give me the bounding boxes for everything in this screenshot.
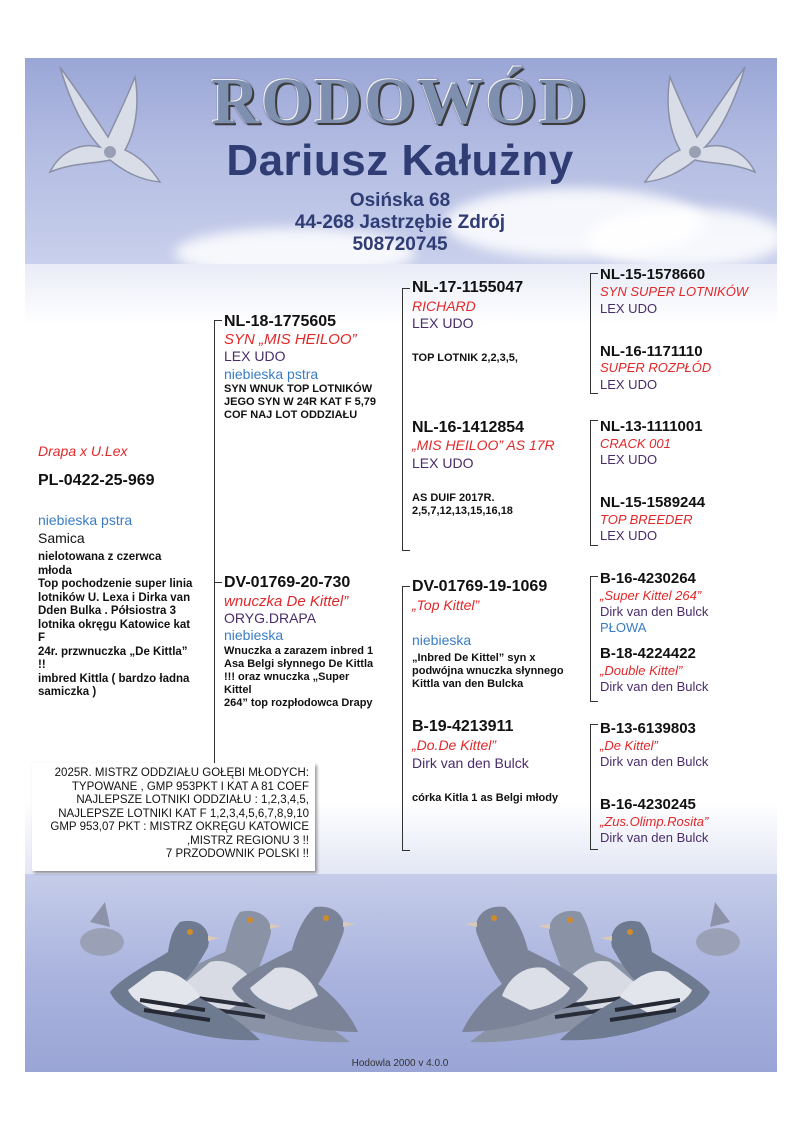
ggp-ring: NL-15-1589244 — [600, 494, 706, 511]
mf-ring: DV-01769-19-1069 — [412, 578, 548, 595]
father-notes: SYN WNUK TOP LOTNIKÓW JEGO SYN W 24R KAT F 5,79 COF NAJ LOT ODDZIAŁU — [224, 383, 377, 421]
connector-line — [402, 850, 410, 851]
connector-line — [590, 576, 591, 701]
address-city: 44-268 Jastrzębie Zdrój — [294, 212, 506, 233]
father-name: SYN „MIS HEILOO” — [224, 331, 357, 348]
ff-breeder: LEX UDO — [412, 315, 474, 331]
connector-line — [590, 420, 591, 545]
ff-ring: NL-17-1155047 — [412, 279, 524, 296]
mm-ring: B-19-4213911 — [412, 718, 514, 735]
connector-line — [590, 724, 591, 849]
page-title: RODOWÓD — [211, 65, 589, 138]
connector-line — [590, 701, 598, 702]
connector-line — [590, 576, 598, 577]
ggp-breeder: LEX UDO — [600, 301, 658, 316]
mother-breeder: ORYG.DRAPA — [224, 610, 317, 626]
ggp-breeder: LEX UDO — [600, 528, 658, 543]
connector-line — [590, 420, 598, 421]
ggp-ring: B-13-6139803 — [600, 720, 696, 737]
connector-line — [402, 586, 403, 850]
fm-ring: NL-16-1412854 — [412, 419, 525, 436]
standing-pigeon-icon — [60, 892, 360, 1057]
ggp-name: „Double Kittel” — [600, 663, 683, 678]
ggp-ring: B-18-4224422 — [600, 645, 696, 662]
connector-line — [590, 849, 598, 850]
subject-pairing: Drapa x U.Lex — [38, 443, 128, 459]
connector-line — [402, 288, 410, 289]
mother-color: niebieska — [224, 627, 284, 643]
achievements-text: 2025R. MISTRZ ODDZIAŁU GOŁĘBI MŁODYCH: TYPOWANE , GMP 953PKT I KAT A 81 COEF NAJLEPSZE LOTNIKI ODDZIAŁU : 1,2,3,4,5, NAJLEPSZE LOTNIKI KAT F 1,2,3,4,5,6,7,8,9,10 GMP 953,07 PKT : MISTRZ OKRĘGU KATOWICE ,MISTRZ REGIONU 3 !! 7 PRZODOWNIK POLSKI !! — [50, 767, 309, 860]
software-credit: Hodowla 2000 v 4.0.0 — [351, 1058, 449, 1069]
connector-line — [590, 545, 598, 546]
father-breeder: LEX UDO — [224, 348, 286, 364]
mf-name: „Top Kittel” — [412, 597, 480, 613]
connector-line — [590, 273, 591, 393]
mother-name: wnuczka De Kittel” — [224, 593, 349, 610]
ggp-name: „Zus.Olimp.Rosita” — [600, 814, 709, 829]
connector-line — [590, 393, 598, 394]
ggp-breeder: LEX UDO — [600, 452, 658, 467]
ggp-name: TOP BREEDER — [600, 512, 693, 527]
ggp-breeder: Dirk van den Bulck — [600, 830, 709, 845]
connector-line — [214, 320, 222, 321]
ff-name: RICHARD — [412, 298, 476, 314]
achievements-box — [32, 763, 315, 871]
phone-number: 508720745 — [352, 234, 448, 255]
ggp-name: SYN SUPER LOTNIKÓW — [600, 284, 749, 299]
ggp-color: PŁOWA — [600, 620, 647, 635]
subject-ring: PL-0422-25-969 — [38, 472, 155, 489]
ggp-name: CRACK 001 — [600, 436, 671, 451]
mm-breeder: Dirk van den Bulck — [412, 755, 529, 771]
connector-line — [590, 273, 598, 274]
father-color: niebieska pstra — [224, 366, 319, 382]
address-street: Osińska 68 — [349, 190, 451, 211]
ggp-breeder: Dirk van den Bulck — [600, 604, 709, 619]
mm-name: „Do.De Kittel” — [412, 737, 497, 753]
connector-line — [214, 582, 222, 583]
ggp-ring: B-16-4230264 — [600, 570, 696, 587]
ggp-name: „Super Kittel 264” — [600, 588, 702, 603]
mother-ring: DV-01769-20-730 — [224, 574, 351, 591]
connector-line — [402, 550, 410, 551]
fm-name: „MIS HEILOO” AS 17R — [412, 437, 555, 453]
connector-line — [402, 586, 410, 587]
ggp-ring: NL-13-1111001 — [600, 418, 703, 435]
fm-notes: AS DUIF 2017R. 2,5,7,12,13,15,16,18 — [412, 492, 513, 517]
standing-pigeon-icon — [430, 892, 760, 1057]
connector-line — [214, 320, 215, 764]
mm-notes: córka Kitla 1 as Belgi młody — [412, 792, 559, 804]
ggp-breeder: Dirk van den Bulck — [600, 679, 709, 694]
subject-color: niebieska pstra — [38, 512, 133, 528]
ggp-ring: NL-15-1578660 — [600, 266, 706, 283]
ggp-breeder: LEX UDO — [600, 377, 658, 392]
mother-notes: Wnuczka a zarazem inbred 1 Asa Belgi słynnego De Kittla !!! oraz wnuczka „Super Kittel 264” top rozpłodowca Drapy — [224, 645, 374, 709]
ggp-breeder: Dirk van den Bulck — [600, 754, 709, 769]
ggp-ring: B-16-4230245 — [600, 796, 696, 813]
father-ring: NL-18-1775605 — [224, 313, 337, 330]
connector-line — [402, 288, 403, 550]
fm-breeder: LEX UDO — [412, 455, 474, 471]
subject-sex: Samica — [38, 530, 85, 546]
breeder-name: Dariusz Kałużny — [226, 136, 574, 185]
ggp-name: „De Kittel” — [600, 738, 658, 753]
mf-notes: „Inbred De Kittel” syn x podwójna wnuczka słynnego Kittla van den Bulcka — [412, 652, 564, 690]
ff-notes: TOP LOTNIK 2,2,3,5, — [412, 352, 518, 364]
ggp-ring: NL-16-1171110 — [600, 343, 703, 360]
mf-color: niebieska — [412, 632, 472, 648]
ggp-name: SUPER ROZPŁÓD — [600, 360, 712, 375]
connector-line — [590, 724, 598, 725]
subject-notes: nielotowana z czerwca młoda Top pochodzenie super linia lotników U. Lexa i Dirka van Dden Bulka . Półsiostra 3 lotnika okręgu Katowice kat F 24r. przwnuczka „De Kittla” !! imbred Kittla ( bardzo ładna samiczka ) — [38, 551, 193, 698]
